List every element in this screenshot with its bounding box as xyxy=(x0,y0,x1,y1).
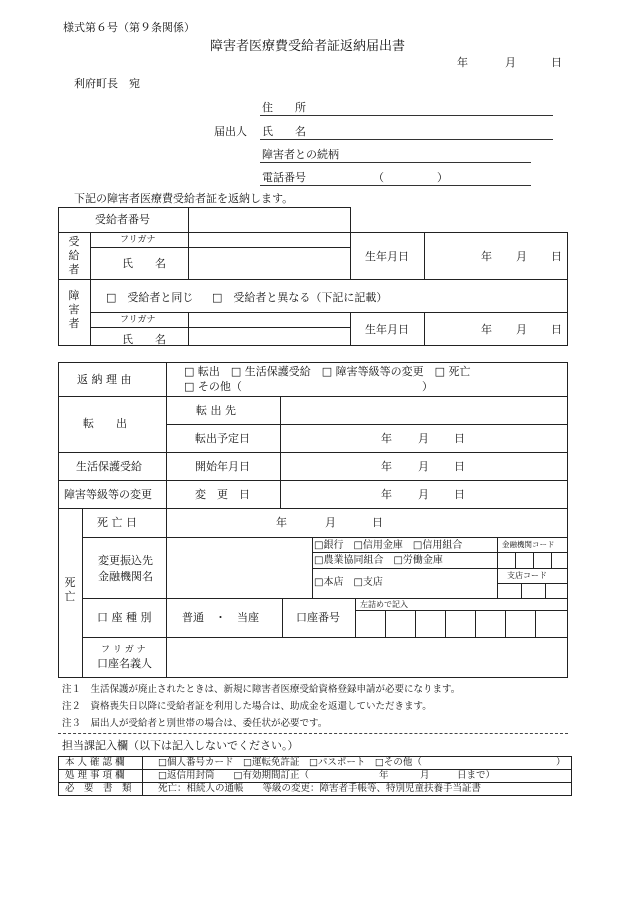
move-date-label: 転出予定日 xyxy=(195,432,250,445)
recipient-birth-label: 生年月日 xyxy=(365,250,409,263)
recipient-name-label: 氏 名 xyxy=(122,257,166,270)
move-destination-field[interactable] xyxy=(281,397,567,423)
address-label: 住 所 xyxy=(262,101,306,114)
recipient-furigana-label: フリガナ xyxy=(120,235,156,245)
disabled-birth-label: 生年月日 xyxy=(365,323,409,336)
processing-until: 日まで） xyxy=(457,770,496,781)
grade-change-year: 年 xyxy=(381,488,392,501)
identity-check-options[interactable]: □個人番号カード □運転免許証 □パスポート □その他（ xyxy=(158,757,422,768)
addressee: 利府町長 宛 xyxy=(74,77,140,90)
recipient-number-field[interactable] xyxy=(189,208,350,232)
date-year-label: 年 xyxy=(457,56,468,69)
form-number: 様式第６号（第９条関係） xyxy=(63,21,195,34)
death-date-day: 日 xyxy=(372,516,383,529)
processing-year: 年 xyxy=(379,770,389,781)
welfare-date-year: 年 xyxy=(381,460,392,473)
branch-code-label: 支店コード xyxy=(507,571,547,580)
relation-label: 障害者との続柄 xyxy=(262,148,339,161)
disabled-birth-month: 月 xyxy=(516,323,527,336)
bank-type-options-2[interactable]: □農業協同組合 □労働金庫 xyxy=(314,555,443,566)
disabled-furigana-label: フリガナ xyxy=(120,315,156,325)
death-date-year: 年 xyxy=(276,516,287,529)
required-docs-label: 必 要 書 類 xyxy=(65,783,132,794)
processing-month: 月 xyxy=(420,770,430,781)
phone-close: ） xyxy=(437,171,448,184)
note-3: 注３ 届出人が受給者と別世帯の場合は、委任状が必要です。 xyxy=(62,718,328,729)
move-destination-label: 転 出 先 xyxy=(196,404,236,417)
welfare-date-label: 開始年月日 xyxy=(195,460,250,473)
phone-label: 電話番号 xyxy=(262,171,306,184)
welfare-date-month: 月 xyxy=(418,460,429,473)
holder-furigana-label: フ リ ガ ナ xyxy=(101,645,146,655)
same-as-recipient-checkbox[interactable]: □ 受給者と同じ xyxy=(106,291,194,304)
date-month-label: 月 xyxy=(505,56,516,69)
phone-field[interactable] xyxy=(260,185,531,186)
name-label: 氏 名 xyxy=(262,125,306,138)
branch-type-options[interactable]: □本店 □支店 xyxy=(314,577,383,588)
identity-check-close: ） xyxy=(556,757,566,768)
processing-label: 処 理 事 項 欄 xyxy=(65,770,125,781)
welfare-label: 生活保護受給 xyxy=(76,460,142,473)
disabled-name-label: 氏 名 xyxy=(122,333,166,346)
note-1: 注１ 生活保護が廃止されたときは、新規に障害者医療受給資格登録申請が必要になります。 xyxy=(62,684,461,695)
grade-change-month: 月 xyxy=(418,488,429,501)
recipient-furigana-field[interactable] xyxy=(189,233,349,246)
bank-type-options[interactable]: □銀行 □信用金庫 □信用組合 xyxy=(314,540,463,551)
recipient-birth-year: 年 xyxy=(481,250,492,263)
intro-text: 下記の障害者医療費受給者証を返納します。 xyxy=(74,192,294,205)
reason-other-checkbox[interactable]: □ その他（ xyxy=(184,380,242,393)
death-side-label: 死亡 xyxy=(64,576,76,603)
recipient-name-field[interactable] xyxy=(189,248,349,279)
bank-name-field[interactable] xyxy=(167,538,311,597)
phone-open: （ xyxy=(373,171,384,184)
disabled-furigana-field[interactable] xyxy=(189,313,349,326)
account-type-label: 口 座 種 別 xyxy=(97,611,152,624)
disabled-birth-day: 日 xyxy=(551,323,562,336)
cut-line xyxy=(58,733,568,734)
death-date-month: 月 xyxy=(325,516,336,529)
office-heading: 担当課記入欄（以下は記入しないでください。） xyxy=(62,739,299,752)
welfare-date-day: 日 xyxy=(454,460,465,473)
move-out-label: 転 出 xyxy=(83,417,127,430)
recipient-birth-month: 月 xyxy=(516,250,527,263)
recipient-birth-day: 日 xyxy=(551,250,562,263)
different-from-recipient-checkbox[interactable]: □ 受給者と異なる（下記に記載） xyxy=(212,291,388,304)
date-day-label: 日 xyxy=(551,56,562,69)
left-align-note: 左詰めで記入 xyxy=(360,600,408,609)
account-type-options[interactable]: 普通 ・ 当座 xyxy=(182,611,259,624)
required-docs-value: 死亡：相続人の通帳 等級の変更：障害者手帳等、特別児童扶養手当証書 xyxy=(158,783,482,794)
recipient-side-label: 受給者 xyxy=(68,235,80,276)
disabled-birth-year: 年 xyxy=(481,323,492,336)
page-title: 障害者医療費受給者証返納届出書 xyxy=(210,39,406,54)
name-field[interactable] xyxy=(260,139,553,140)
reason-options[interactable]: □ 転出 □ 生活保護受給 □ 障害等級等の変更 □ 死亡 xyxy=(184,365,471,378)
relation-field[interactable] xyxy=(260,162,531,163)
bank-code-label: 金融機関コード xyxy=(502,540,555,549)
move-date-month: 月 xyxy=(418,432,429,445)
grade-change-date-label: 変 更 日 xyxy=(195,488,250,501)
move-date-year: 年 xyxy=(381,432,392,445)
reason-other-close: ） xyxy=(422,380,433,393)
disabled-name-field[interactable] xyxy=(189,328,349,345)
address-field[interactable] xyxy=(260,115,553,116)
holder-name-label: 口座名義人 xyxy=(97,657,152,670)
processing-options[interactable]: □返信用封筒 □有効期間訂正（ xyxy=(158,770,309,781)
bank-label-line2: 金融機関名 xyxy=(98,570,153,583)
disabled-side-label: 障害者 xyxy=(68,289,80,330)
applicant-label: 届出人 xyxy=(214,125,247,138)
grade-change-day: 日 xyxy=(454,488,465,501)
holder-name-field[interactable] xyxy=(167,638,567,677)
bank-label-line1: 変更振込先 xyxy=(98,554,153,567)
move-date-day: 日 xyxy=(454,432,465,445)
recipient-number-label: 受給者番号 xyxy=(95,213,150,226)
return-reason-label: 返 納 理 由 xyxy=(77,373,132,386)
death-date-label: 死 亡 日 xyxy=(97,516,137,529)
account-number-label: 口座番号 xyxy=(296,611,340,624)
note-2: 注２ 資格喪失日以降に受給者証を利用した場合は、助成金を返還していただきます。 xyxy=(62,701,432,712)
identity-check-label: 本 人 確 認 欄 xyxy=(65,757,125,768)
grade-change-label: 障害等級等の変更 xyxy=(64,488,152,501)
